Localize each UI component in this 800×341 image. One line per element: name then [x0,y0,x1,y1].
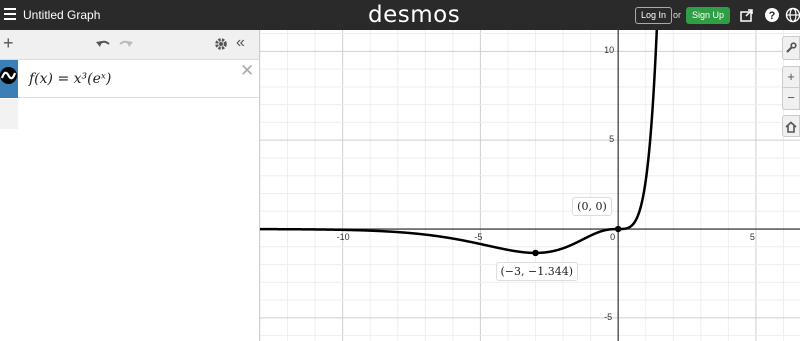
settings-gear-icon[interactable] [214,37,228,55]
redo-icon[interactable] [118,37,134,55]
expression-panel [0,30,260,341]
menu-icon[interactable] [4,8,16,22]
expression-formula[interactable]: f(x) = x³(eˣ) [29,71,112,87]
add-item-icon[interactable]: + [3,33,14,53]
desmos-logo: desmos [368,2,461,28]
y-tick-label: 5 [609,134,615,145]
zoom-in-button[interactable]: + [782,66,800,88]
y-tick-label: 10 [604,45,615,56]
graph-title[interactable]: Untitled Graph [23,8,101,22]
graph-svg [260,30,800,341]
home-icon[interactable] [782,115,800,137]
function-curve [260,30,658,253]
point-marker [615,226,621,232]
expression-item[interactable] [0,60,259,98]
wrench-icon[interactable] [782,36,800,60]
expression-toolbar [0,30,259,60]
signup-button[interactable]: Sign Up [686,7,730,24]
help-icon[interactable] [764,7,780,23]
undo-icon[interactable] [95,37,111,55]
x-tick-label: -5 [474,232,483,243]
new-expression-slot[interactable] [0,99,18,129]
y-tick-label: -5 [604,311,613,322]
share-icon[interactable] [739,7,755,23]
collapse-panel-icon[interactable]: « [236,34,245,51]
point-marker [532,250,538,256]
point-label[interactable]: (0, 0) [572,197,612,216]
graph-canvas[interactable] [260,30,800,341]
top-bar [0,0,800,30]
x-tick-label: -10 [336,232,350,243]
graph-curve-icon [0,67,17,84]
or-text: or [673,10,682,20]
login-button[interactable]: Log In [635,7,672,24]
svg-text:?: ? [768,10,776,22]
point-label[interactable]: (−3, −1.344) [496,262,579,281]
delete-expression-icon[interactable]: ✕ [240,61,255,80]
expression-color-tab[interactable] [0,60,18,98]
zoom-out-button[interactable]: − [782,88,800,110]
x-tick-label: 5 [749,232,755,243]
globe-icon[interactable] [785,7,800,23]
x-tick-label: 0 [610,232,616,243]
